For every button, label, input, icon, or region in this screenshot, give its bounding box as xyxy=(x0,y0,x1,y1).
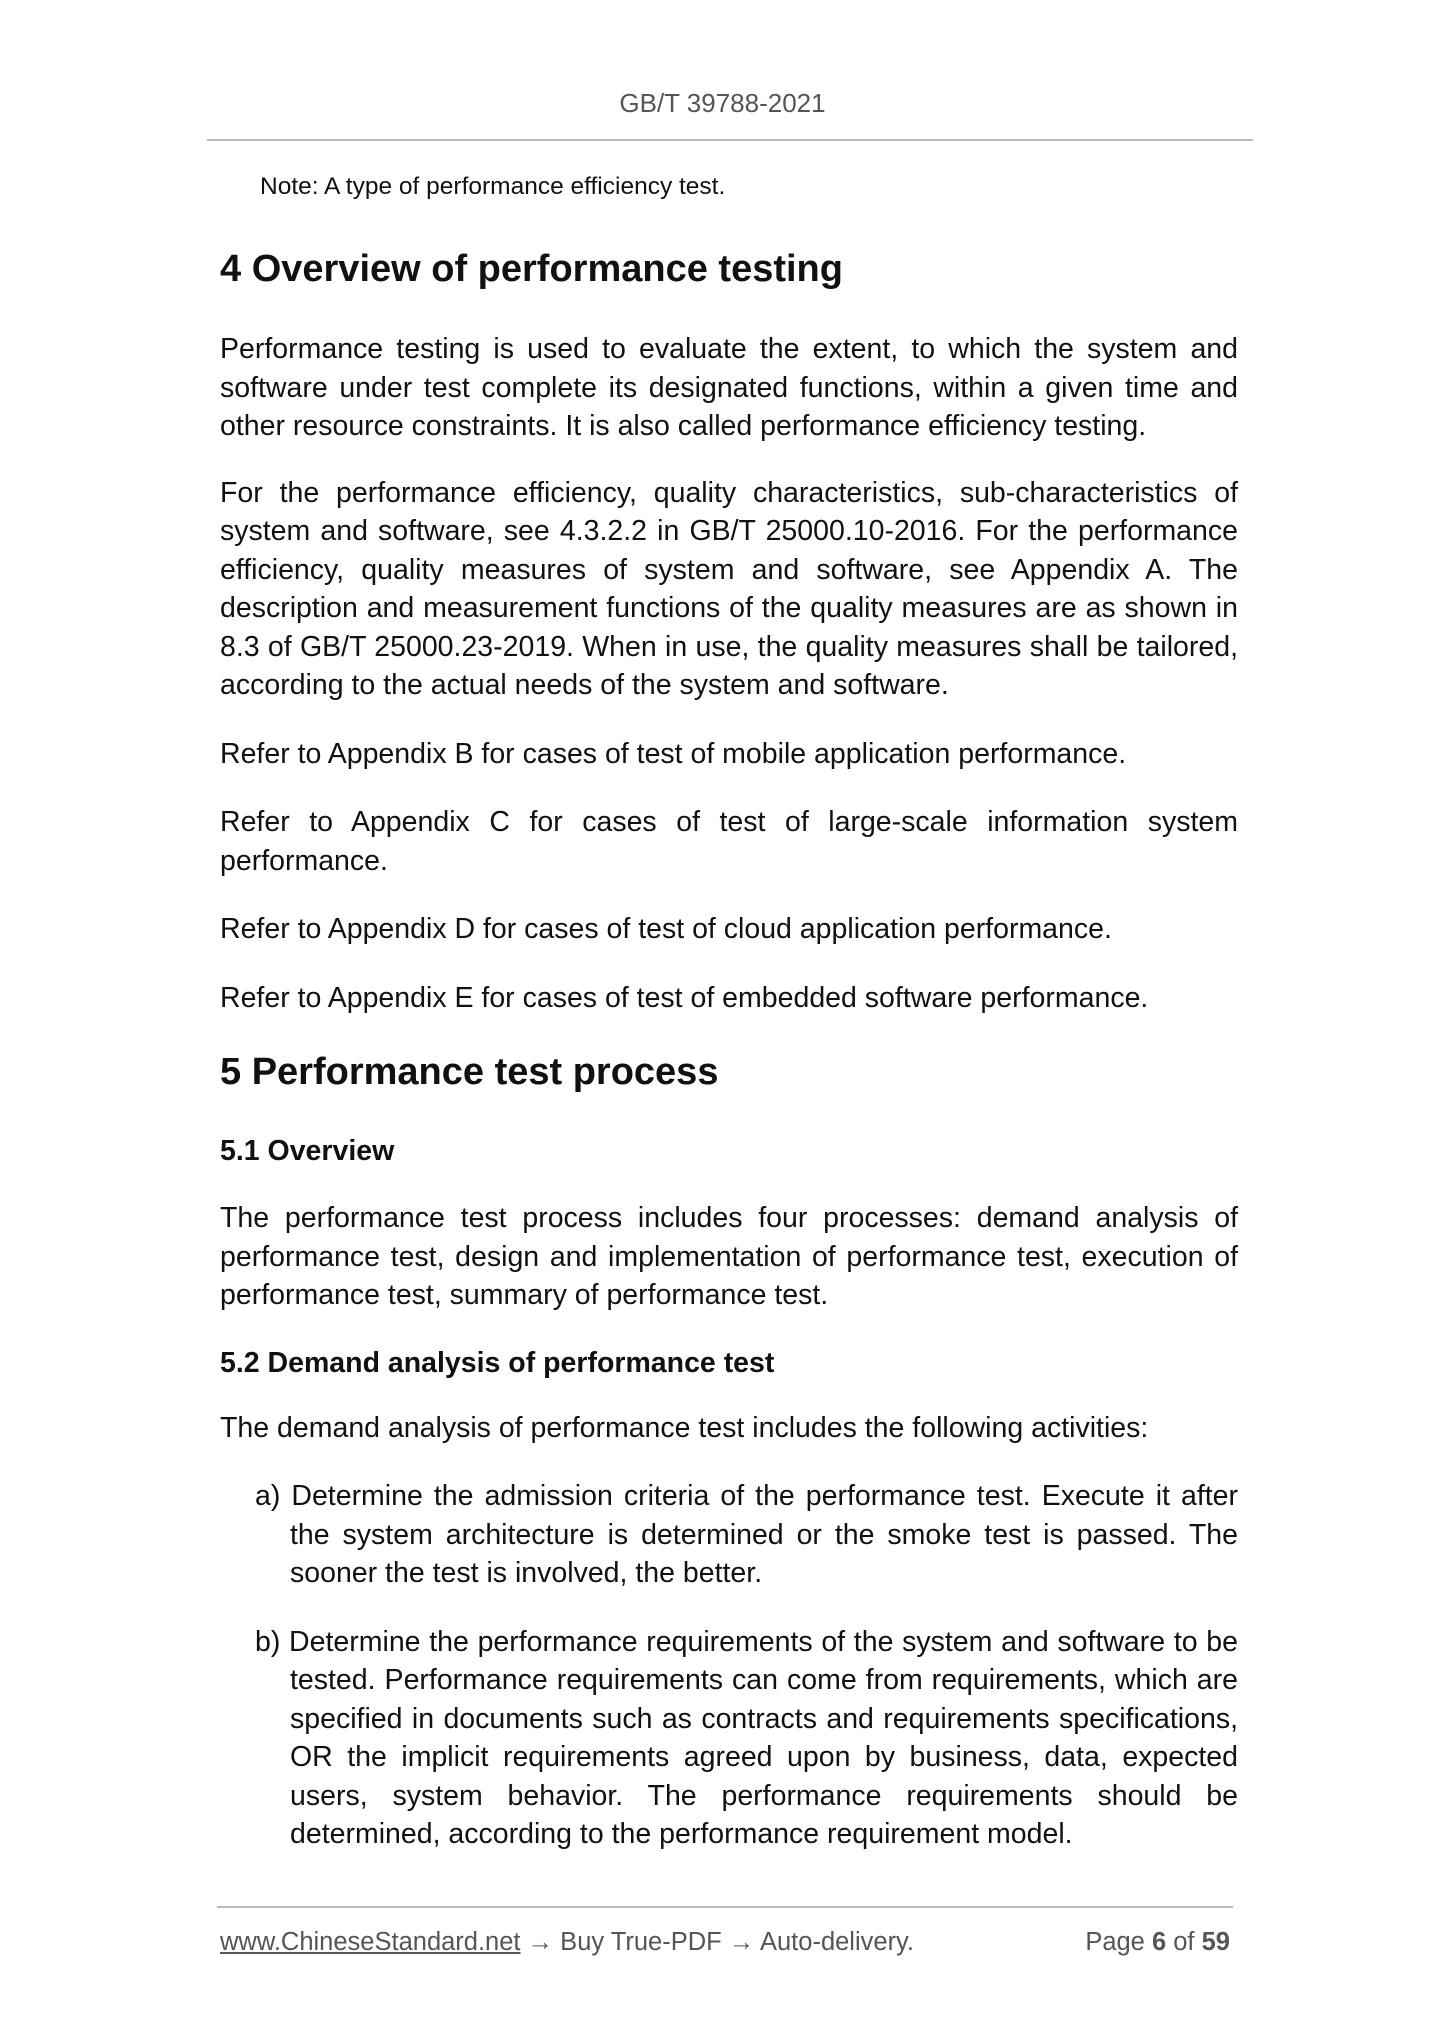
total-pages-number: 59 xyxy=(1201,1928,1230,1956)
page-label: Page xyxy=(1085,1928,1145,1956)
appendix-b-reference: Refer to Appendix B for cases of test of mobile application performance. xyxy=(220,737,1127,770)
list-item: b) Determine the performance requirements of the system and software to be tested. Performance requirements can come from requirements, which are specified in documents such as contracts and requirements specifications, OR the implicit requirements agreed upon by business, data, expected users, system behavior. The performance requirements should be determined, according to the performance requirement model. xyxy=(255,1625,1238,1850)
section-5-2-intro: The demand analysis of performance test includes the following activities: xyxy=(220,1411,1149,1444)
footer-promo xyxy=(220,1928,914,1956)
current-page-number: 6 xyxy=(1151,1928,1167,1956)
website-link[interactable]: www.ChineseStandard.net xyxy=(220,1928,521,1956)
page-indicator xyxy=(1085,1928,1230,1957)
page-content xyxy=(220,168,1238,1854)
section-4-paragraph: Performance testing is used to evaluate the extent, to which the system and software under test complete its designated functions, within a given time and other resource constraints. It is also called performance efficiency testing. xyxy=(220,333,1238,442)
appendix-c-reference: Refer to Appendix C for cases of test of large-scale information system performance. xyxy=(220,806,1238,877)
section-4-heading: 4 Overview of performance testing xyxy=(220,248,843,290)
document-id: GB/T 39788-2021 xyxy=(619,88,826,118)
note-text: Note: A type of performance efficiency test. xyxy=(260,173,726,200)
page-footer xyxy=(220,1928,1230,1957)
section-5-heading: 5 Performance test process xyxy=(220,1051,719,1093)
appendix-e-reference: Refer to Appendix E for cases of test of embedded software performance. xyxy=(220,981,1149,1014)
page-header xyxy=(0,88,1445,119)
of-label: of xyxy=(1173,1928,1195,1956)
section-5-1-heading: 5.1 Overview xyxy=(220,1135,395,1167)
appendix-d-reference: Refer to Appendix D for cases of test of cloud application performance. xyxy=(220,913,1112,945)
header-divider xyxy=(207,139,1253,141)
footer-divider xyxy=(217,1906,1233,1908)
list-item: a) Determine the admission criteria of the performance test. Execute it after the system architecture is determined or the smoke test is passed. The sooner the test is involved, the better. xyxy=(255,1480,1238,1589)
section-5-2-heading: 5.2 Demand analysis of performance test xyxy=(220,1346,775,1379)
section-5-1-paragraph: The performance test process includes four processes: demand analysis of performance test, design and implementation of performance test, execution of performance test, summary of performance test. xyxy=(220,1202,1238,1311)
section-4-paragraph: For the performance efficiency, quality characteristics, sub-characteristics of system and software, see 4.3.2.2 in GB/T 25000.10-2016. For the performance efficiency, quality measures of system and software, see Appendix A. The description and measurement functions of the quality measures are as shown in 8.3 of GB/T 25000.23-2019. When in use, the quality measures shall be tailored, according to the actual needs of the system and software. xyxy=(220,476,1238,701)
promo-text: → Buy True-PDF → Auto-delivery. xyxy=(520,1928,914,1956)
